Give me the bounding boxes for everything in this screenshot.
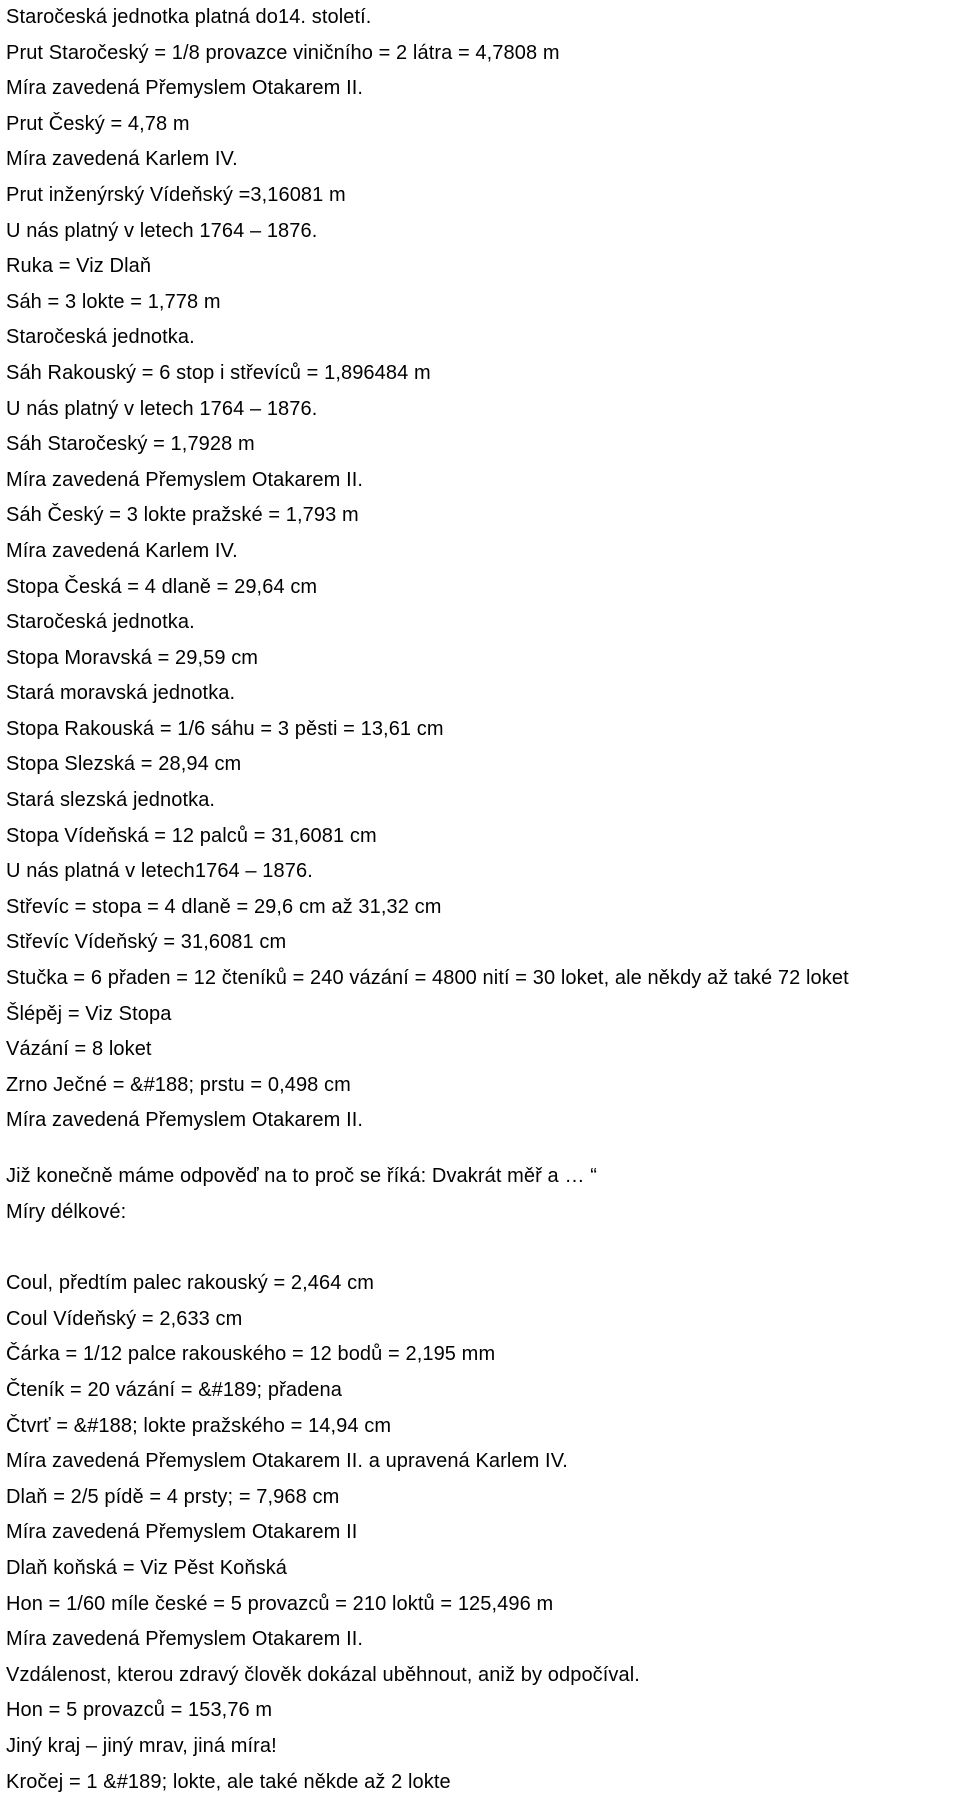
- text-line: Sáh Staročeský = 1,7928 m: [6, 433, 255, 456]
- text-line: Již konečně máme odpověď na to proč se říká: Dvakrát měř a … “: [6, 1165, 597, 1187]
- text-line: Kročej = 1 &#189; lokte, ale také někde až 2 lokte: [6, 1770, 451, 1793]
- document-page: [6, 0, 956, 1800]
- text-line: Stará slezská jednotka.: [6, 789, 216, 812]
- text-line: Čárka = 1/12 palce rakouského = 12 bodů = 2,195 mm: [6, 1343, 496, 1366]
- text-line: Vázání = 8 loket: [6, 1038, 152, 1061]
- text-line: Čteník = 20 vázání = &#189; přadena: [6, 1378, 342, 1401]
- text-line: Stopa Česká = 4 dlaně = 29,64 cm: [6, 575, 318, 598]
- text-line: Míra zavedená Přemyslem Otakarem II.: [6, 1628, 364, 1651]
- text-line: Šlépěj = Viz Stopa: [6, 1002, 172, 1025]
- text-line: Dlaň = 2/5 pídě = 4 prsty; = 7,968 cm: [6, 1485, 340, 1508]
- text-block-2: [6, 1159, 956, 1230]
- text-line: Míra zavedená Karlem IV.: [6, 539, 238, 562]
- section-heading: Míry délkové:: [6, 1200, 127, 1223]
- text-line: Vzdálenost, kterou zdravý člověk dokázal uběhnout, aniž by odpočíval.: [6, 1663, 640, 1686]
- text-line: Jiný kraj – jiný mrav, jiná míra!: [6, 1734, 277, 1757]
- text-line: Stopa Slezská = 28,94 cm: [6, 753, 242, 776]
- text-line: Míra zavedená Přemyslem Otakarem II.: [6, 1109, 364, 1132]
- text-line: Stará moravská jednotka.: [6, 682, 236, 705]
- text-line: Stučka = 6 přaden = 12 čteníků = 240 vázání = 4800 nití = 30 loket, ale někdy až také 72 loket: [6, 967, 849, 990]
- text-line: Staročeská jednotka.: [6, 611, 195, 634]
- text-line: Stopa Moravská = 29,59 cm: [6, 646, 259, 669]
- text-line: Coul, předtím palec rakouský = 2,464 cm: [6, 1272, 374, 1295]
- text-line: Staročeská jednotka.: [6, 326, 195, 349]
- text-line: Míra zavedená Karlem IV.: [6, 148, 238, 171]
- text-line: Střevíc Vídeňský = 31,6081 cm: [6, 931, 287, 954]
- text-line: Sáh Český = 3 lokte pražské = 1,793 m: [6, 504, 359, 527]
- text-line: U nás platný v letech 1764 – 1876.: [6, 219, 318, 242]
- text-line: Střevíc = stopa = 4 dlaně = 29,6 cm až 31,32 cm: [6, 895, 442, 918]
- text-line: Míra zavedená Přemyslem Otakarem II: [6, 1521, 358, 1544]
- spacer: [6, 1230, 956, 1266]
- spacer: [6, 1139, 956, 1159]
- text-line: Dlaň koňská = Viz Pěst Koňská: [6, 1556, 288, 1579]
- text-block-3: [6, 1266, 956, 1800]
- text-line: Čtvrť = &#188; lokte pražského = 14,94 cm: [6, 1414, 392, 1437]
- text-line: Míra zavedená Přemyslem Otakarem II.: [6, 468, 364, 491]
- text-line: U nás platná v letech1764 – 1876.: [6, 860, 313, 883]
- text-line: Stopa Vídeňská = 12 palců = 31,6081 cm: [6, 824, 377, 847]
- text-line: Stopa Rakouská = 1/6 sáhu = 3 pěsti = 13,61 cm: [6, 717, 444, 740]
- text-line: Prut Český = 4,78 m: [6, 112, 190, 135]
- text-line: Hon = 5 provazců = 153,76 m: [6, 1699, 273, 1722]
- text-line: Míra zavedená Přemyslem Otakarem II. a upravená Karlem IV.: [6, 1450, 568, 1473]
- text-line: Sáh = 3 lokte = 1,778 m: [6, 290, 221, 313]
- text-line: Prut Staročeský = 1/8 provazce viničního = 2 látra = 4,7808 m: [6, 41, 560, 64]
- text-line: Prut inženýrský Vídeňský =3,16081 m: [6, 183, 346, 206]
- text-line: Míra zavedená Přemyslem Otakarem II.: [6, 77, 364, 100]
- text-line: Zrno Ječné = &#188; prstu = 0,498 cm: [6, 1073, 351, 1096]
- text-line: Staročeská jednotka platná do14. století.: [6, 6, 372, 28]
- text-block-1: [6, 0, 956, 1139]
- text-line: Coul Vídeňský = 2,633 cm: [6, 1307, 243, 1330]
- text-line: Ruka = Viz Dlaň: [6, 255, 152, 278]
- text-line: Sáh Rakouský = 6 stop i střevíců = 1,896484 m: [6, 361, 431, 384]
- text-line: U nás platný v letech 1764 – 1876.: [6, 397, 318, 420]
- text-line: Hon = 1/60 míle české = 5 provazců = 210 loktů = 125,496 m: [6, 1592, 554, 1615]
